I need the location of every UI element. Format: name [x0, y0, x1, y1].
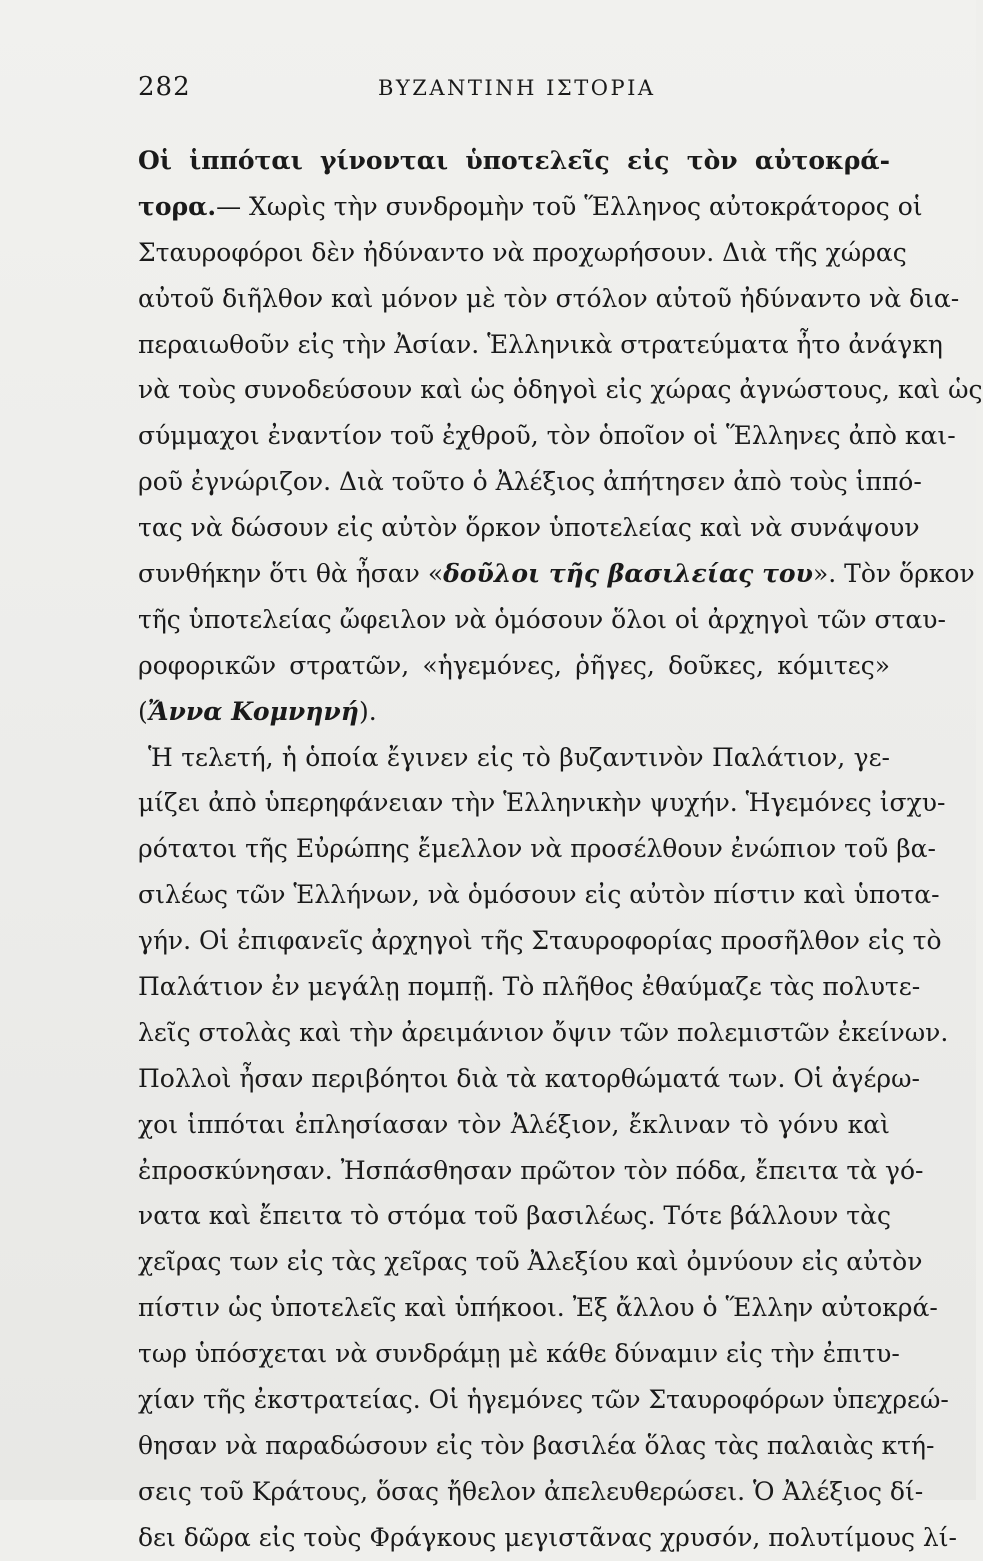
text-line	[138, 505, 920, 551]
page-number: 282	[138, 72, 191, 102]
line-text: νὰ τοὺς συνοδεύσουν καὶ ὡς ὁδηγοὶ εἰς χώρας ἀγνώστους, καὶ ὡς	[138, 375, 983, 405]
line-text: ». Τὸν ὅρκον	[812, 559, 975, 589]
text-line	[138, 597, 946, 643]
text-line	[138, 780, 946, 826]
text-line	[138, 138, 890, 184]
line-text: δει δῶρα εἰς τοὺς Φράγκους μεγιστᾶνας χρυσόν, πολυτίμους λί-	[138, 1522, 957, 1552]
text-line	[138, 1423, 935, 1469]
line-text: ροῦ ἐγνώριζον. Διὰ τοῦτο ὁ Ἀλέξιος ἀπήτησεν ἀπὸ τοὺς ἱππό-	[138, 467, 922, 497]
text-line	[138, 413, 956, 459]
text-line	[138, 1102, 890, 1148]
text-line	[138, 918, 942, 964]
text-line	[138, 1331, 900, 1377]
line-text: — Χωρὶς τὴν συνδρομὴν τοῦ Ἕλληνος αὐτοκράτορος οἱ	[216, 191, 923, 221]
emphasis-text: Ἄννα Κομνηνή	[147, 696, 359, 726]
text-line	[138, 1515, 957, 1561]
text-line	[138, 1239, 923, 1285]
text-line	[138, 643, 890, 689]
running-title: ΒΥΖΑΝΤΙΝΗ ΙΣΤΟΡΙΑ	[378, 76, 656, 100]
text-line	[138, 1193, 890, 1239]
line-text: ).	[358, 696, 377, 726]
line-text: (	[138, 696, 148, 726]
line-text: μίζει ἀπὸ ὑπερηφάνειαν τὴν Ἑλληνικὴν ψυχήν. Ἡγεμόνες ἰσχυ-	[138, 788, 946, 818]
text-line	[138, 459, 922, 505]
line-text: χεῖρας των εἰς τὰς χεῖρας τοῦ Ἀλεξίου καὶ ὀμνύουν εἰς αὐτὸν	[138, 1247, 923, 1277]
line-text: σιλέως τῶν Ἑλλήνων, νὰ ὁμόσουν εἰς αὐτὸν πίστιν καὶ ὑποτα-	[138, 880, 940, 910]
line-text: τωρ ὑπόσχεται νὰ συνδράμῃ μὲ κάθε δύναμιν εἰς τὴν ἐπιτυ-	[138, 1339, 900, 1369]
text-line	[138, 826, 936, 872]
line-text: θησαν νὰ παραδώσουν εἰς τὸν βασιλέα ὅλας τὰς παλαιὰς κτή-	[138, 1430, 935, 1460]
line-text: Σταυροφόροι δὲν ἠδύναντο νὰ προχωρήσουν. Διὰ τῆς χώρας	[138, 237, 907, 267]
text-line	[138, 551, 975, 597]
line-text: ρότατοι τῆς Εὐρώπης ἔμελλον νὰ προσέλθουν ἐνώπιον τοῦ βα-	[138, 834, 936, 864]
line-text: λεῖς στολὰς καὶ τὴν ἀρειμάνιον ὄψιν τῶν πολεμιστῶν ἐκείνων.	[138, 1017, 949, 1047]
line-text: πίστιν ὡς ὑποτελεῖς καὶ ὑπήκοοι. Ἐξ ἄλλου ὁ Ἕλλην αὐτοκρά-	[138, 1293, 938, 1323]
line-text: Πολλοὶ ἦσαν περιβόητοι διὰ τὰ κατορθώματά των. Οἱ ἀγέρω-	[138, 1063, 920, 1093]
line-text: ροφορικῶν στρατῶν, «ἡγεμόνες, ῥῆγες, δοῦκες, κόμιτες»	[138, 650, 890, 680]
line-text: συνθήκην ὅτι θὰ ἦσαν «	[138, 559, 444, 589]
line-text: γήν. Οἱ ἐπιφανεῖς ἀρχηγοὶ τῆς Σταυροφορίας προσῆλθον εἰς τὸ	[138, 926, 942, 956]
text-line	[138, 1285, 938, 1331]
text-line	[138, 1148, 924, 1194]
line-text: νατα καὶ ἔπειτα τὸ στόμα τοῦ βασιλέως. Τότε βάλλουν τὰς	[138, 1201, 892, 1231]
emphasis-text: δοῦλοι τῆς βασιλείας του	[443, 559, 813, 589]
text-line	[138, 872, 940, 918]
text-line	[138, 1056, 920, 1102]
line-text: σύμμαχοι ἐναντίον τοῦ ἐχθροῦ, τὸν ὁποῖον οἱ Ἕλληνες ἀπὸ και-	[138, 421, 956, 451]
page-header	[138, 72, 890, 112]
text-line	[138, 1010, 949, 1056]
text-line	[138, 735, 890, 781]
text-line	[138, 230, 907, 276]
line-text: αὐτοῦ διῆλθον καὶ μόνον μὲ τὸν στόλον αὐτοῦ ἠδύναντο νὰ δια-	[138, 283, 960, 313]
text-line	[138, 1377, 949, 1423]
body-text	[138, 138, 983, 1561]
text-line	[138, 322, 943, 368]
line-text: ἐπροσκύνησαν. Ἠσπάσθησαν πρῶτον τὸν πόδα, ἔπειτα τὰ γό-	[138, 1155, 924, 1185]
text-line	[138, 276, 960, 322]
text-line	[138, 689, 890, 735]
line-text: τῆς ὑποτελείας ὤφειλον νὰ ὁμόσουν ὅλοι οἱ ἀρχηγοὶ τῶν σταυ-	[138, 604, 946, 634]
line-text: Ἡ τελετή, ἡ ὁποία ἔγινεν εἰς τὸ βυζαντινὸν Παλάτιον, γε-	[148, 742, 890, 772]
line-text: χίαν τῆς ἐκστρατείας. Οἱ ἡγεμόνες τῶν Σταυροφόρων ὑπεχρεώ-	[138, 1385, 949, 1415]
line-text: Παλάτιον ἐν μεγάλῃ πομπῇ. Τὸ πλῆθος ἐθαύμαζε τὰς πολυτε-	[138, 972, 921, 1002]
line-text: σεις τοῦ Κράτους, ὅσας ἤθελον ἀπελευθερώσει. Ὁ Ἀλέξιος δί-	[138, 1476, 924, 1506]
text-line	[138, 367, 983, 413]
line-text: χοι ἱππόται ἐπλησίασαν τὸν Ἀλέξιον, ἔκλιναν τὸ γόνυ καὶ	[138, 1109, 890, 1139]
text-line	[138, 964, 921, 1010]
text-line	[138, 184, 923, 230]
text-line	[138, 1469, 924, 1515]
emphasis-text: Οἱ ἱππόται γίνονται ὑποτελεῖς εἰς τὸν αὐτοκρά-	[138, 146, 890, 175]
line-text: περαιωθοῦν εἰς τὴν Ἀσίαν. Ἑλληνικὰ στρατεύματα ἦτο ἀνάγκη	[138, 329, 943, 359]
line-text: τας νὰ δώσουν εἰς αὐτὸν ὅρκον ὑποτελείας καὶ νὰ συνάψουν	[138, 513, 920, 543]
emphasis-text: τορα.	[138, 191, 217, 221]
